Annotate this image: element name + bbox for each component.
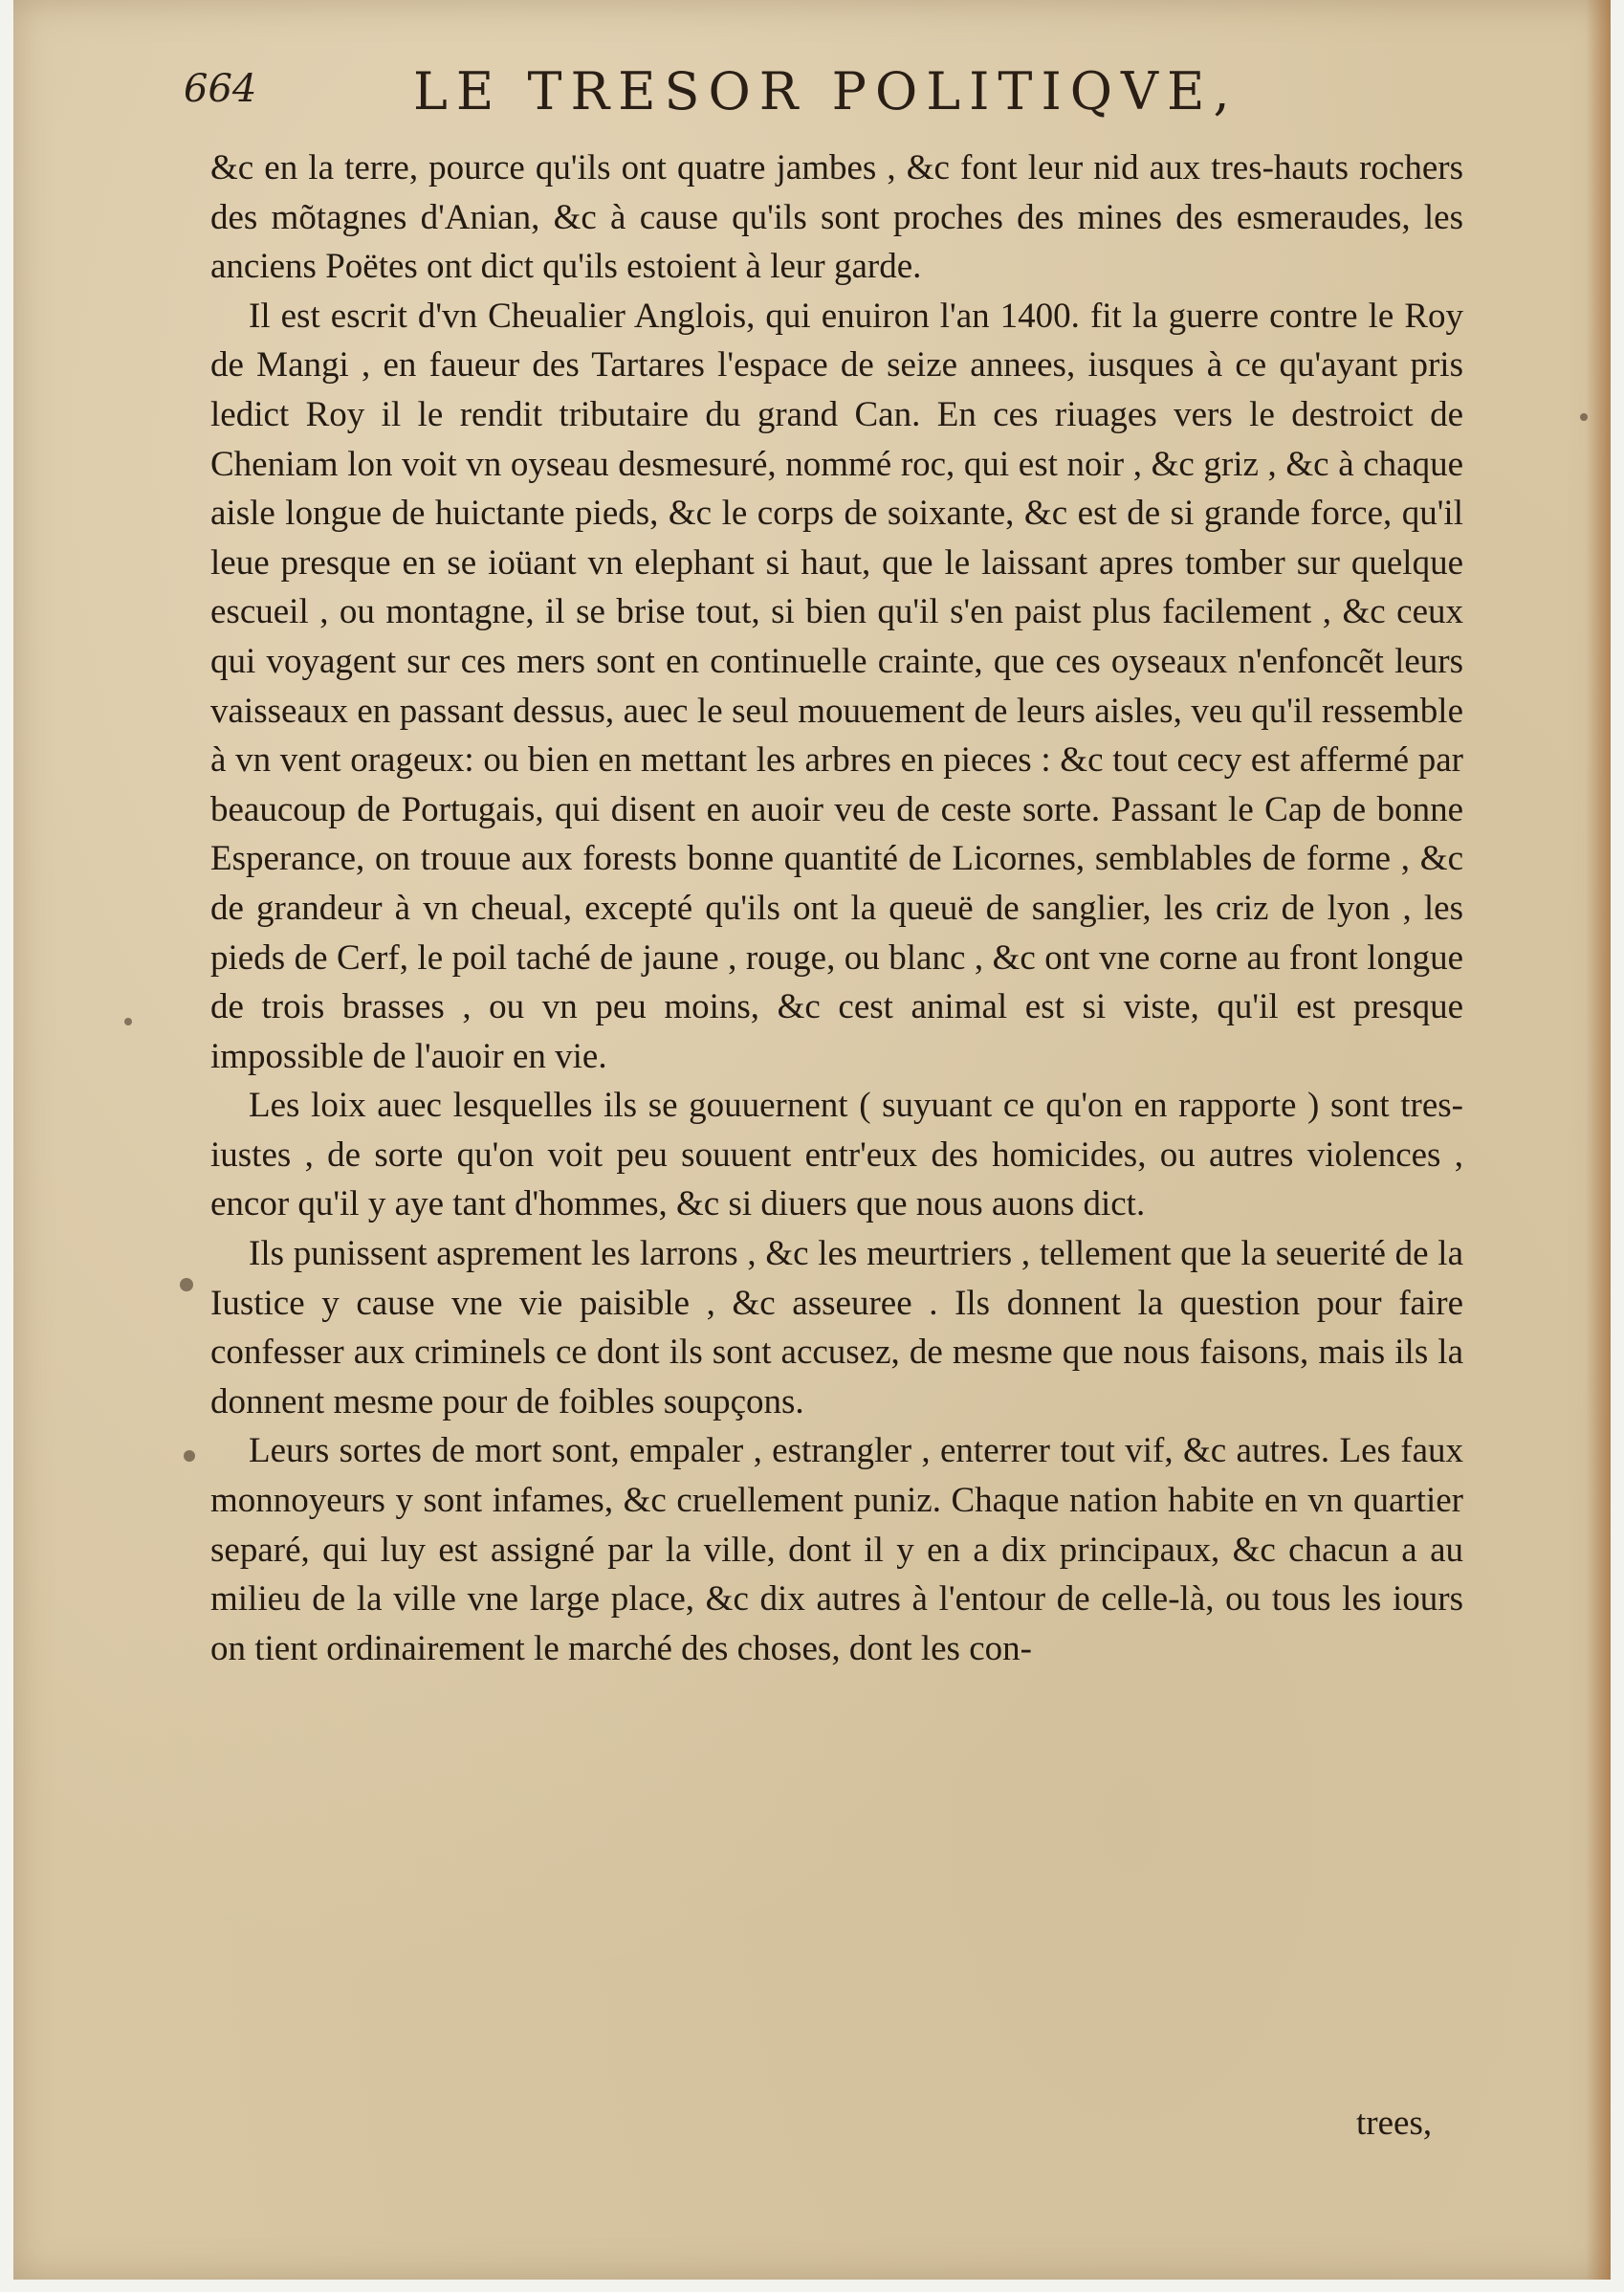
paragraph-1: &c en la terre, pource qu'ils ont quatre jambes , &c font leur nid aux tres-hauts rochers des mõtagnes d'Anian, &c à cause qu'ils sont proches des mines des esmeraudes, les anciens Poëtes ont dict qu'ils estoient à leur garde. — [210, 148, 1463, 287]
catchword: trees, — [1356, 2104, 1433, 2143]
paragraph-2: Il est escrit d'vn Cheualier Anglois, qui enuiron l'an 1400. fit la guerre contre le Roy de Mangi , en faueur des Tartares l'espace de seize annees, iusques à ce qu'ayant pris ledict Roy il le rendit tributaire du grand Can. En ces riuages vers le destroict de Cheniam lon voit vn oyseau desmesuré, nommé roc, qui est noir , &c griz , &c à chaque aisle longue de huictante pieds, &c le corps de soixante, &c est de si grande force, qu'il leue presque en se ioüant vn elephant si haut, que le laissant apres tomber sur quelque escueil , ou montagne, il se brise tout, si bien qu'il s'en paist plus facilement , &c ceux qui voyagent sur ces mers sont en continuelle crainte, que ces oyseaux n'enfoncẽt leurs vaisseaux en passant dessus, auec le seul mouuement de leurs aisles, veu qu'il ressemble à vn vent orageux: ou bien en mettant les arbres en pieces : &c tout cecy est affermé par beaucoup de Portugais, qui disent en auoir veu de ceste sorte. Passant le Cap de bonne Esperance, on trouue aux forests bonne quantité de Licornes, semblables de forme , &c de grandeur à vn cheual, excepté qu'ils ont la queuë de sanglier, les criz de lyon , les pieds de Cerf, le poil taché de jaune , rouge, ou blanc , &c ont vne corne au front longue de trois brasses , ou vn peu moins, &c cest animal est si viste, qu'il est presque impossible de l'auoir en vie. — [210, 296, 1463, 1076]
running-head — [184, 61, 1503, 138]
page-gutter-shadow — [1586, 0, 1611, 2280]
ink-spot — [1580, 413, 1588, 421]
paragraph-4: Ils punissent asprement les larrons , &c les meurtriers , tellement que la seuerité de la Iustice y cause vne vie paisible , &c asseuree . Ils donnent la question pour faire confesser aux criminels ce dont ils sont accusez, de mesme que nous faisons, mais ils la donnent mesme pour de foibles soupçons. — [210, 1234, 1463, 1421]
ink-spot — [180, 1278, 193, 1291]
running-title: LE TRESOR POLITIQVE, — [413, 61, 1239, 121]
ink-spot — [184, 1450, 195, 1462]
paragraph-3: Les loix auec lesquelles ils se gouuernent ( suyuant ce qu'on en rapporte ) sont tres-iustes , de sorte qu'on voit peu souuent entr'eux des homicides, ou autres violences , encor qu'il y aye tant d'hommes, &c si diuers que nous auons dict. — [210, 1086, 1463, 1224]
book-page — [13, 0, 1611, 2280]
page-number: 664 — [184, 67, 257, 111]
ink-spot — [124, 1018, 132, 1025]
paragraph-5: Leurs sortes de mort sont, empaler , estrangler , enterrer tout vif, &c autres. Les faux monnoyeurs y sont infames, &c cruellement puniz. Chaque nation habite en vn quartier separé, qui luy est assigné par la ville, dont il y en a dix principaux, &c chacun a au milieu de la ville vne large place, &c dix autres à l'entour de celle-là, ou tous les iours on tient ordinairement le marché des choses, dont les con- — [210, 1431, 1463, 1668]
body-text — [210, 143, 1463, 1673]
